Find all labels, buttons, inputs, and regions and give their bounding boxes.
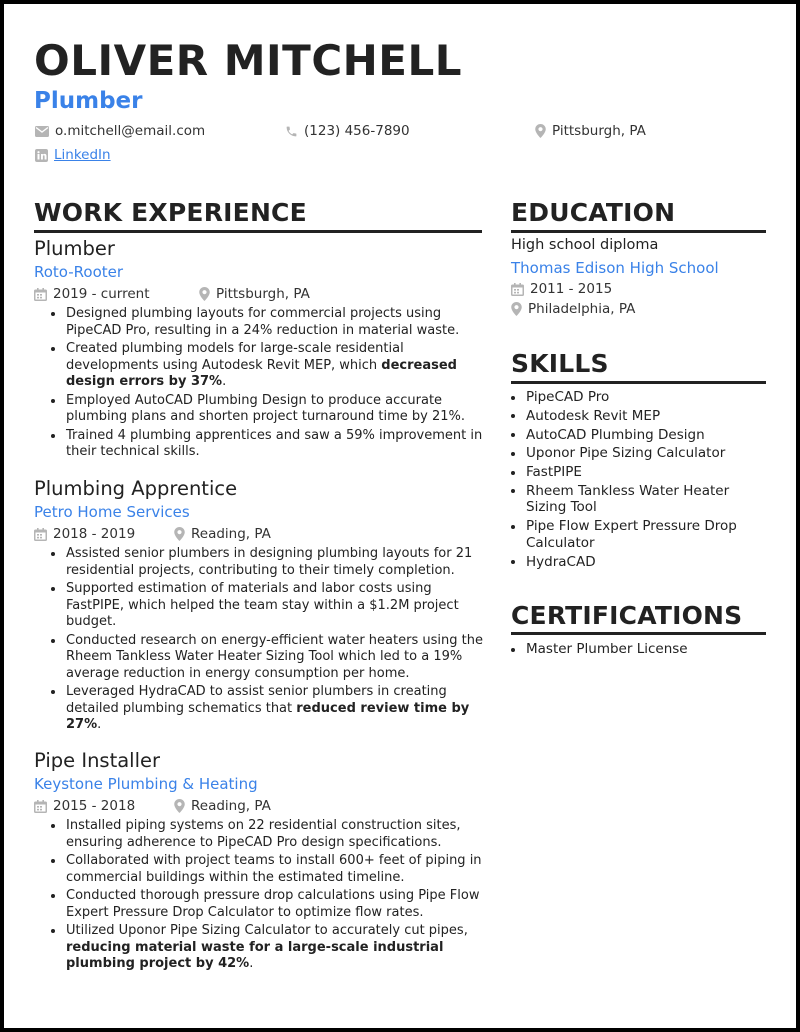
list-item: FastPIPE	[511, 464, 766, 481]
education-dates-text: 2011 - 2015	[530, 281, 613, 297]
skills-heading: SKILLS	[511, 349, 609, 378]
list-item: Designed plumbing layouts for commercial projects using PipeCAD Pro, resulting in a 24% reduction in material waste.	[51, 306, 491, 339]
location-pin-icon	[174, 527, 185, 541]
list-item: Rheem Tankless Water Heater Sizing Tool	[511, 483, 766, 516]
calendar-icon	[34, 288, 47, 301]
list-item: Conducted research on energy-efficient water heaters using the Rheem Tankless Water Heater Sizing Tool which led to a 19% average reduction in energy consumption per home.	[51, 633, 491, 683]
list-item: Leveraged HydraCAD to assist senior plumbers in creating detailed plumbing schematics that reduced review time by 27%.	[51, 684, 491, 734]
location-pin-icon	[535, 124, 546, 138]
work-experience-heading: WORK EXPERIENCE	[34, 198, 307, 227]
list-item: Created plumbing models for large-scale residential developments using Autodesk Revit MEP, which decreased design errors by 37%.	[51, 341, 491, 391]
list-item: AutoCAD Plumbing Design	[511, 427, 766, 444]
education-divider	[511, 230, 766, 233]
job-bullets	[51, 306, 491, 463]
linkedin-link[interactable]: LinkedIn	[54, 147, 111, 163]
certifications-list	[511, 641, 766, 660]
candidate-title: Plumber	[34, 88, 143, 114]
job-company: Petro Home Services	[34, 503, 190, 521]
job-meta	[34, 286, 310, 302]
list-item: Pipe Flow Expert Pressure Drop Calculator	[511, 518, 766, 551]
education-dates	[511, 281, 612, 297]
linkedin-icon	[35, 149, 48, 162]
job-location: Reading, PA	[191, 526, 271, 542]
list-item: PipeCAD Pro	[511, 389, 766, 406]
job-bullets	[51, 818, 491, 975]
education-location	[511, 301, 635, 317]
location-pin-icon	[174, 799, 185, 813]
job-title: Plumbing Apprentice	[34, 477, 238, 500]
education-location-text: Philadelphia, PA	[528, 301, 636, 317]
list-item: Assisted senior plumbers in designing plumbing layouts for 21 residential projects, contributing to their timely completion.	[51, 546, 491, 579]
list-item: Trained 4 plumbing apprentices and saw a 59% improvement in their technical skills.	[51, 428, 491, 461]
skills-list	[511, 389, 766, 572]
contact-email	[35, 123, 205, 139]
work-experience-divider	[34, 230, 482, 233]
job-dates: 2015 - 2018	[53, 798, 136, 814]
contact-linkedin	[35, 147, 111, 163]
job-location: Reading, PA	[191, 798, 271, 814]
list-item: Uponor Pipe Sizing Calculator	[511, 445, 766, 462]
resume-page	[4, 4, 796, 1028]
certifications-divider	[511, 632, 766, 635]
phone-text: (123) 456-7890	[304, 123, 410, 139]
list-item: Collaborated with project teams to install 600+ feet of piping in commercial buildings within the estimated timeline.	[51, 853, 491, 886]
list-item: Employed AutoCAD Plumbing Design to produce accurate plumbing plans and shorten project turnaround time by 21%.	[51, 393, 491, 426]
job-dates: 2019 - current	[53, 286, 150, 302]
calendar-icon	[34, 528, 47, 541]
list-item: Conducted thorough pressure drop calculations using Pipe Flow Expert Pressure Drop Calculator to optimize flow rates.	[51, 888, 491, 921]
skills-divider	[511, 381, 766, 384]
list-item: Master Plumber License	[511, 641, 766, 658]
job-company: Roto-Rooter	[34, 263, 124, 281]
job-company: Keystone Plumbing & Heating	[34, 775, 258, 793]
certifications-heading: CERTIFICATIONS	[511, 601, 743, 630]
job-title: Pipe Installer	[34, 749, 161, 772]
candidate-name: OLIVER MITCHELL	[34, 36, 463, 85]
list-item: Supported estimation of materials and labor costs using FastPIPE, which helped the team stay within a $1.2M project budget.	[51, 581, 491, 631]
phone-icon	[285, 125, 298, 138]
job-meta	[34, 798, 271, 814]
education-school: Thomas Edison High School	[511, 259, 719, 277]
job-title: Plumber	[34, 237, 115, 260]
list-item: Installed piping systems on 22 residential construction sites, ensuring adherence to PipeCAD Pro design specifications.	[51, 818, 491, 851]
list-item: HydraCAD	[511, 554, 766, 571]
calendar-icon	[34, 800, 47, 813]
location-pin-icon	[199, 287, 210, 301]
education-heading: EDUCATION	[511, 198, 676, 227]
job-dates: 2018 - 2019	[53, 526, 136, 542]
contact-location	[535, 123, 646, 139]
calendar-icon	[511, 283, 524, 296]
job-location: Pittsburgh, PA	[216, 286, 310, 302]
education-degree: High school diploma	[511, 237, 659, 253]
contact-phone	[285, 123, 410, 139]
job-meta	[34, 526, 271, 542]
job-bullets	[51, 546, 491, 736]
list-item: Utilized Uponor Pipe Sizing Calculator to accurately cut pipes, reducing material waste for a large-scale industrial plumbing project by 42%.	[51, 923, 491, 973]
envelope-icon	[35, 126, 49, 137]
list-item: Autodesk Revit MEP	[511, 408, 766, 425]
email-text: o.mitchell@email.com	[55, 123, 206, 139]
location-pin-icon	[511, 302, 522, 316]
location-text: Pittsburgh, PA	[552, 123, 646, 139]
